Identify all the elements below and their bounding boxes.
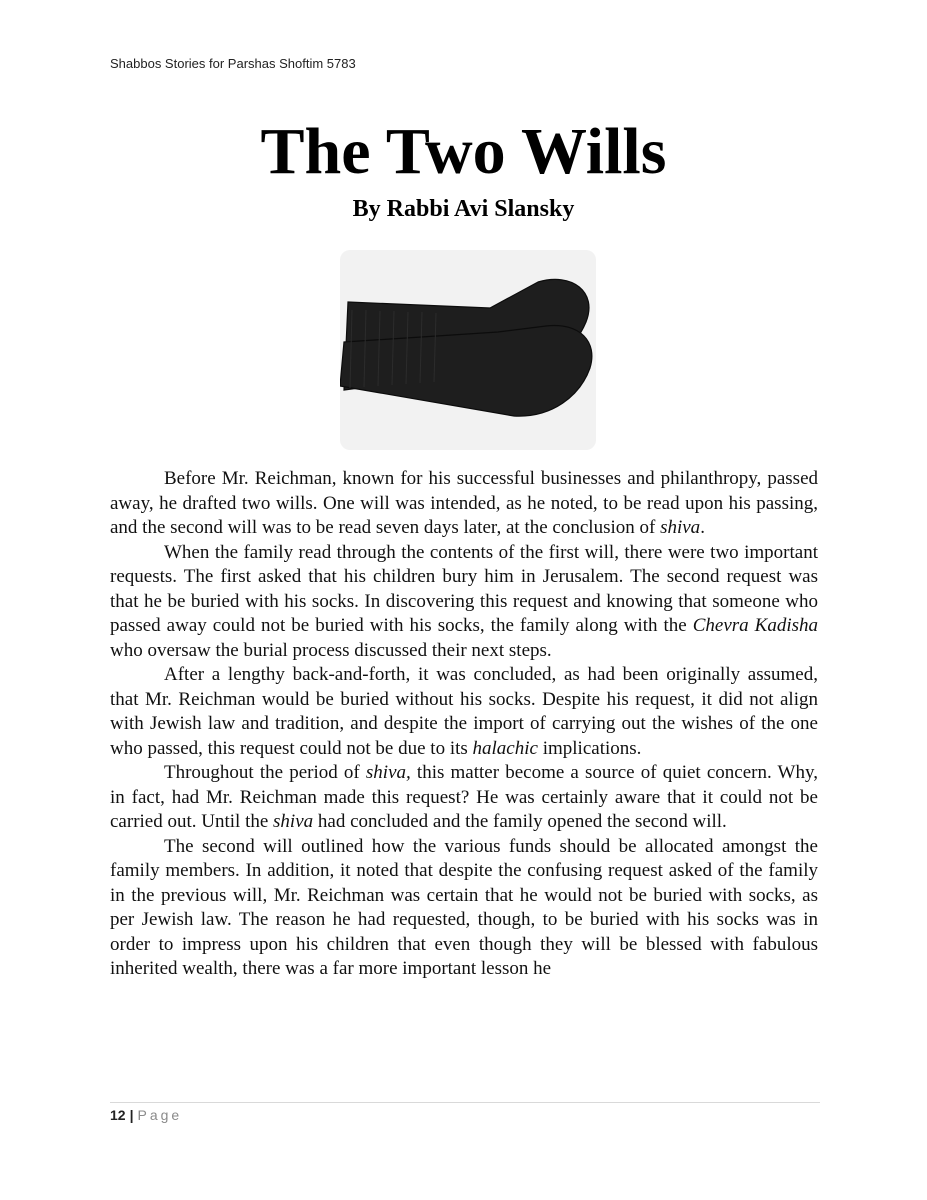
page-label: Page	[137, 1107, 183, 1123]
socks-icon	[340, 250, 596, 450]
article-title: The Two Wills	[260, 115, 667, 188]
footer-separator: |	[129, 1107, 134, 1123]
italic-term: halachic	[472, 737, 538, 759]
italic-term: shiva	[660, 517, 701, 538]
italic-term: shiva	[273, 811, 314, 832]
text-run: implications.	[537, 737, 642, 759]
text-run: When the family read through the contents of the first will, there were two important requests. The first asked that his children bury him in Jerusalem. The second request was that he be buried with his socks. In discovering this request and knowing that someone who passed away could not be buried with his socks, the family along with the	[110, 541, 818, 636]
socks-illustration	[340, 250, 596, 450]
text-run: who oversaw the burial process discussed their next steps.	[110, 639, 552, 661]
paragraph	[110, 761, 818, 835]
italic-term: shiva,	[365, 762, 411, 783]
footer-divider	[110, 1102, 820, 1103]
page-number: 12	[110, 1107, 126, 1123]
text-run: this matter become a source of quiet concern. Why, in fact, had Mr. Reichman made this request? He was certainly aware that it could not be carried out. Until the	[110, 762, 818, 832]
paragraph	[110, 663, 818, 761]
text-run: had concluded and the family opened the second will.	[313, 811, 727, 832]
text-run: The second will outlined how the various funds should be allocated amongst the family members. In addition, it noted that despite the confusing request asked of the family in the previous will, Mr. Reichman was certain that he would not be buried with socks, as per Jewish law. The reason he had requested, though, to be buried with his socks was in order to impress upon his children that even though they will be blessed with fabulous inherited wealth, there was a far more important lesson he	[110, 835, 818, 979]
italic-term: Chevra Kadisha	[692, 615, 819, 636]
author-byline: By Rabbi Avi Slansky	[352, 196, 575, 222]
running-header: Shabbos Stories for Parshas Shoftim 5783	[110, 56, 356, 71]
text-run: Throughout the period of	[164, 762, 366, 783]
paragraph	[110, 541, 818, 664]
text-run: Before Mr. Reichman, known for his successful businesses and philanthropy, passed away, he drafted two wills. One will was intended, as he noted, to be read upon his passing, and the second will was to be read seven days later, at the conclusion of	[110, 468, 818, 538]
page-footer	[110, 1107, 182, 1123]
paragraph	[110, 467, 818, 541]
text-run: After a lengthy back-and-forth, it was concluded, as had been originally assumed, that Mr. Reichman would be buried without his socks. Despite his request, it did not align with Jewish law and tradition, and despite the import of carrying out the wishes of the one who passed, this request could not be due to its	[110, 664, 818, 759]
text-run: .	[700, 517, 705, 538]
paragraph	[110, 835, 818, 982]
article-body	[110, 467, 818, 982]
